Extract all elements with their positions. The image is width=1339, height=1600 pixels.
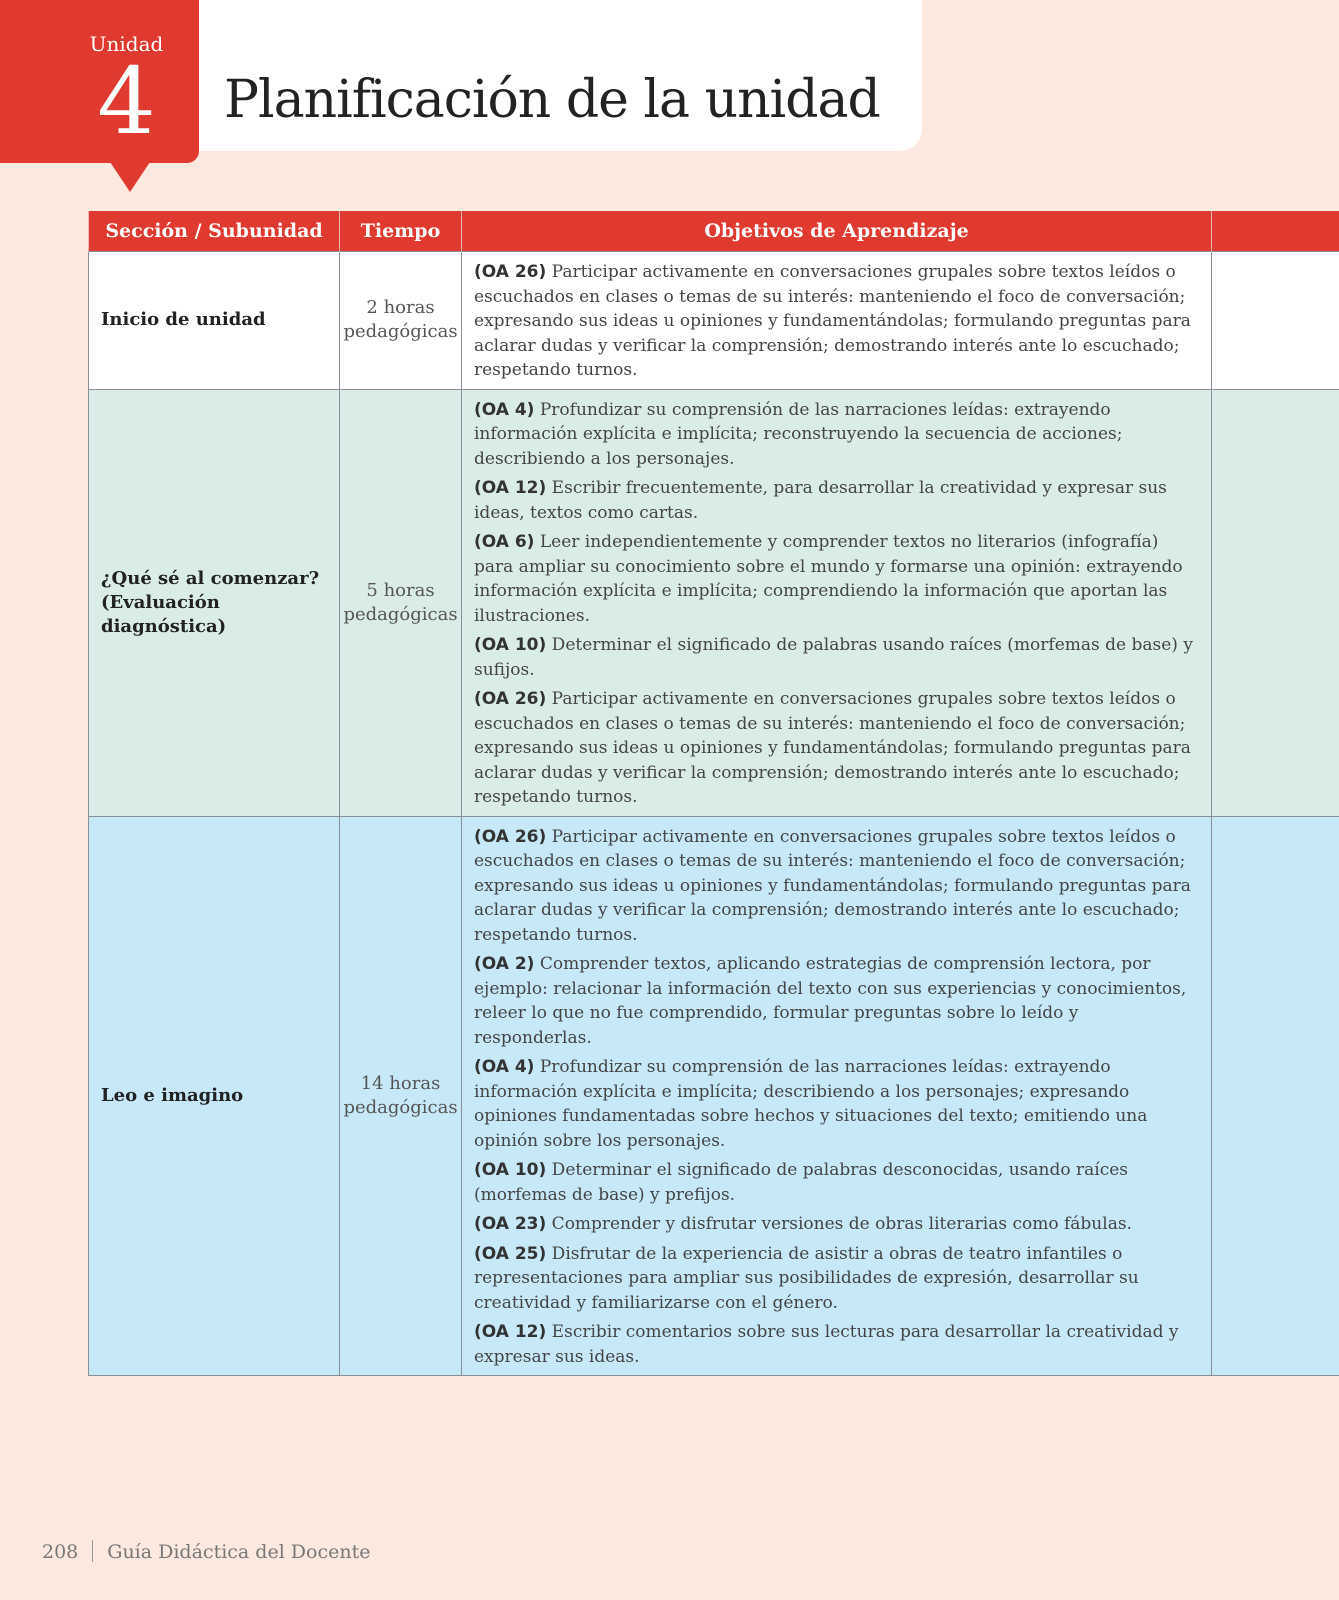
section-cell bbox=[89, 389, 340, 816]
objective-text: Disfrutar de la experiencia de asistir a obras de teatro infantiles o representaciones para ampliar sus posibilidades de expresión, desarrollar su creatividad y familiarizarse con el género. bbox=[474, 1243, 1139, 1313]
objective-text: Participar activamente en conversaciones grupales sobre textos leídos o escuchados en clases o temas de su interés: manteniendo el foco de conversación; expresando sus ideas u opiniones y fundamentándolas; formulando preguntas para aclarar dudas y verificar la comprensión; demostrando interés ante lo escuchado; respetando turnos. bbox=[474, 262, 1191, 380]
objective-code: (OA 4) bbox=[474, 1057, 535, 1077]
objective-item bbox=[474, 1158, 1199, 1207]
objective-code: (OA 26) bbox=[474, 689, 547, 709]
objective-item bbox=[474, 1055, 1199, 1153]
objectives-cell bbox=[462, 389, 1212, 816]
objective-code: (OA 26) bbox=[474, 262, 547, 282]
objective-item bbox=[474, 398, 1199, 472]
objective-code: (OA 23) bbox=[474, 1214, 547, 1234]
page-footer bbox=[42, 1540, 370, 1563]
extra-cell bbox=[1212, 816, 1339, 1376]
page-title: Planificación de la unidad bbox=[224, 70, 880, 130]
objective-item bbox=[474, 1320, 1199, 1369]
objective-item bbox=[474, 633, 1199, 682]
page-number: 208 bbox=[42, 1541, 79, 1563]
section-cell bbox=[89, 816, 340, 1376]
objective-text: Participar activamente en conversaciones grupales sobre textos leídos o escuchados en clases o temas de su interés: manteniendo el foco de conversación; expresando sus ideas u opiniones y fundamentándolas; formulando preguntas para aclarar dudas y verificar la comprensión; demostrando interés ante lo escuchado; respetando turnos. bbox=[474, 826, 1191, 945]
table-row bbox=[89, 816, 1339, 1376]
objective-text: Participar activamente en conversaciones grupales sobre textos leídos o escuchados en clases o temas de su interés: manteniendo el foco de conversación; expresando sus ideas u opiniones y fundamentándolas; formulando preguntas para aclarar dudas y verificar la comprensión; demostrando interés ante lo escuchado; respetando turnos. bbox=[474, 689, 1191, 807]
objectives-cell bbox=[462, 816, 1212, 1376]
objective-item bbox=[474, 1212, 1199, 1237]
objective-item bbox=[474, 825, 1199, 948]
table-row bbox=[89, 389, 1339, 816]
objective-code: (OA 10) bbox=[474, 1160, 547, 1180]
objective-item bbox=[474, 1242, 1199, 1316]
objective-text: Profundizar su comprensión de las narraciones leídas: extrayendo información explícita e implícita; describiendo a los personajes; expresando opiniones fundamentadas sobre hechos y situaciones del texto; emitiendo una opinión sobre los personajes. bbox=[474, 1057, 1148, 1151]
section-cell bbox=[89, 252, 340, 390]
objective-code: (OA 25) bbox=[474, 1243, 547, 1264]
time-cell bbox=[340, 816, 462, 1376]
objective-code: (OA 6) bbox=[474, 532, 535, 552]
header-section: Sección / Subunidad bbox=[89, 211, 340, 252]
unit-tab-pointer bbox=[110, 162, 150, 192]
objective-text: Escribir frecuentemente, para desarrollar la creatividad y expresar sus ideas, textos como cartas. bbox=[474, 478, 1167, 523]
section-label: Leo e imagino bbox=[101, 1084, 244, 1106]
objective-text: Determinar el significado de palabras usando raíces (morfemas de base) y sufijos. bbox=[474, 635, 1193, 680]
unit-label: Unidad bbox=[89, 32, 164, 56]
objective-item bbox=[474, 260, 1199, 383]
objective-text: Determinar el significado de palabras desconocidas, usando raíces (morfemas de base) y prefijos. bbox=[474, 1160, 1129, 1205]
objective-code: (OA 10) bbox=[474, 635, 547, 655]
section-label: ¿Qué sé al comenzar? bbox=[101, 567, 320, 589]
unit-number: 4 bbox=[97, 48, 156, 155]
objective-item bbox=[474, 687, 1199, 810]
objective-text: Profundizar su comprensión de las narraciones leídas: extrayendo información explícita e implícita; reconstruyendo la secuencia de acciones; describiendo a los personajes. bbox=[474, 399, 1123, 469]
objective-text: Comprender textos, aplicando estrategias de comprensión lectora, por ejemplo: relacionar la información del texto con sus experiencias y conocimientos, releer lo que no fue comprendido, formular preguntas sobre lo leído y responderlas. bbox=[474, 954, 1187, 1048]
extra-cell bbox=[1212, 389, 1339, 816]
planning-table bbox=[88, 211, 1339, 1376]
time-unit: pedagógicas bbox=[343, 603, 458, 625]
footer-divider bbox=[92, 1540, 93, 1562]
header-extra bbox=[1212, 211, 1339, 252]
table-header-row bbox=[89, 211, 1339, 252]
header-time: Tiempo bbox=[340, 211, 462, 252]
objective-code: (OA 4) bbox=[474, 399, 535, 420]
objective-text: Comprender y disfrutar versiones de obras literarias como fábulas. bbox=[546, 1214, 1132, 1234]
objective-item bbox=[474, 530, 1199, 628]
time-hours: 5 horas bbox=[366, 579, 435, 601]
extra-cell bbox=[1212, 252, 1339, 390]
objective-text: Leer independientemente y comprender textos no literarios (infografía) para ampliar su conocimiento sobre el mundo y formarse una opinión: extrayendo información explícita e implícita; comprendiendo la información que aportan las ilustraciones. bbox=[474, 532, 1183, 626]
time-cell bbox=[340, 389, 462, 816]
time-hours: 14 horas bbox=[360, 1072, 441, 1094]
objective-code: (OA 26) bbox=[474, 826, 547, 847]
table-row bbox=[89, 252, 1339, 390]
time-cell bbox=[340, 252, 462, 390]
time-unit: pedagógicas bbox=[343, 321, 458, 343]
book-title: Guía Didáctica del Docente bbox=[107, 1541, 371, 1563]
objective-item bbox=[474, 952, 1199, 1050]
objectives-cell bbox=[462, 252, 1212, 390]
objective-item bbox=[474, 476, 1199, 525]
objective-code: (OA 2) bbox=[474, 954, 535, 974]
section-label: Inicio de unidad bbox=[101, 309, 266, 331]
header-objectives: Objetivos de Aprendizaje bbox=[462, 211, 1212, 252]
objective-code: (OA 12) bbox=[474, 1322, 547, 1342]
time-unit: pedagógicas bbox=[343, 1096, 458, 1118]
time-hours: 2 horas bbox=[366, 297, 435, 319]
section-sublabel: (Evaluación diagnóstica) bbox=[101, 591, 227, 637]
objective-code: (OA 12) bbox=[474, 478, 547, 498]
objective-text: Escribir comentarios sobre sus lecturas para desarrollar la creatividad y expresar sus ideas. bbox=[474, 1322, 1179, 1367]
